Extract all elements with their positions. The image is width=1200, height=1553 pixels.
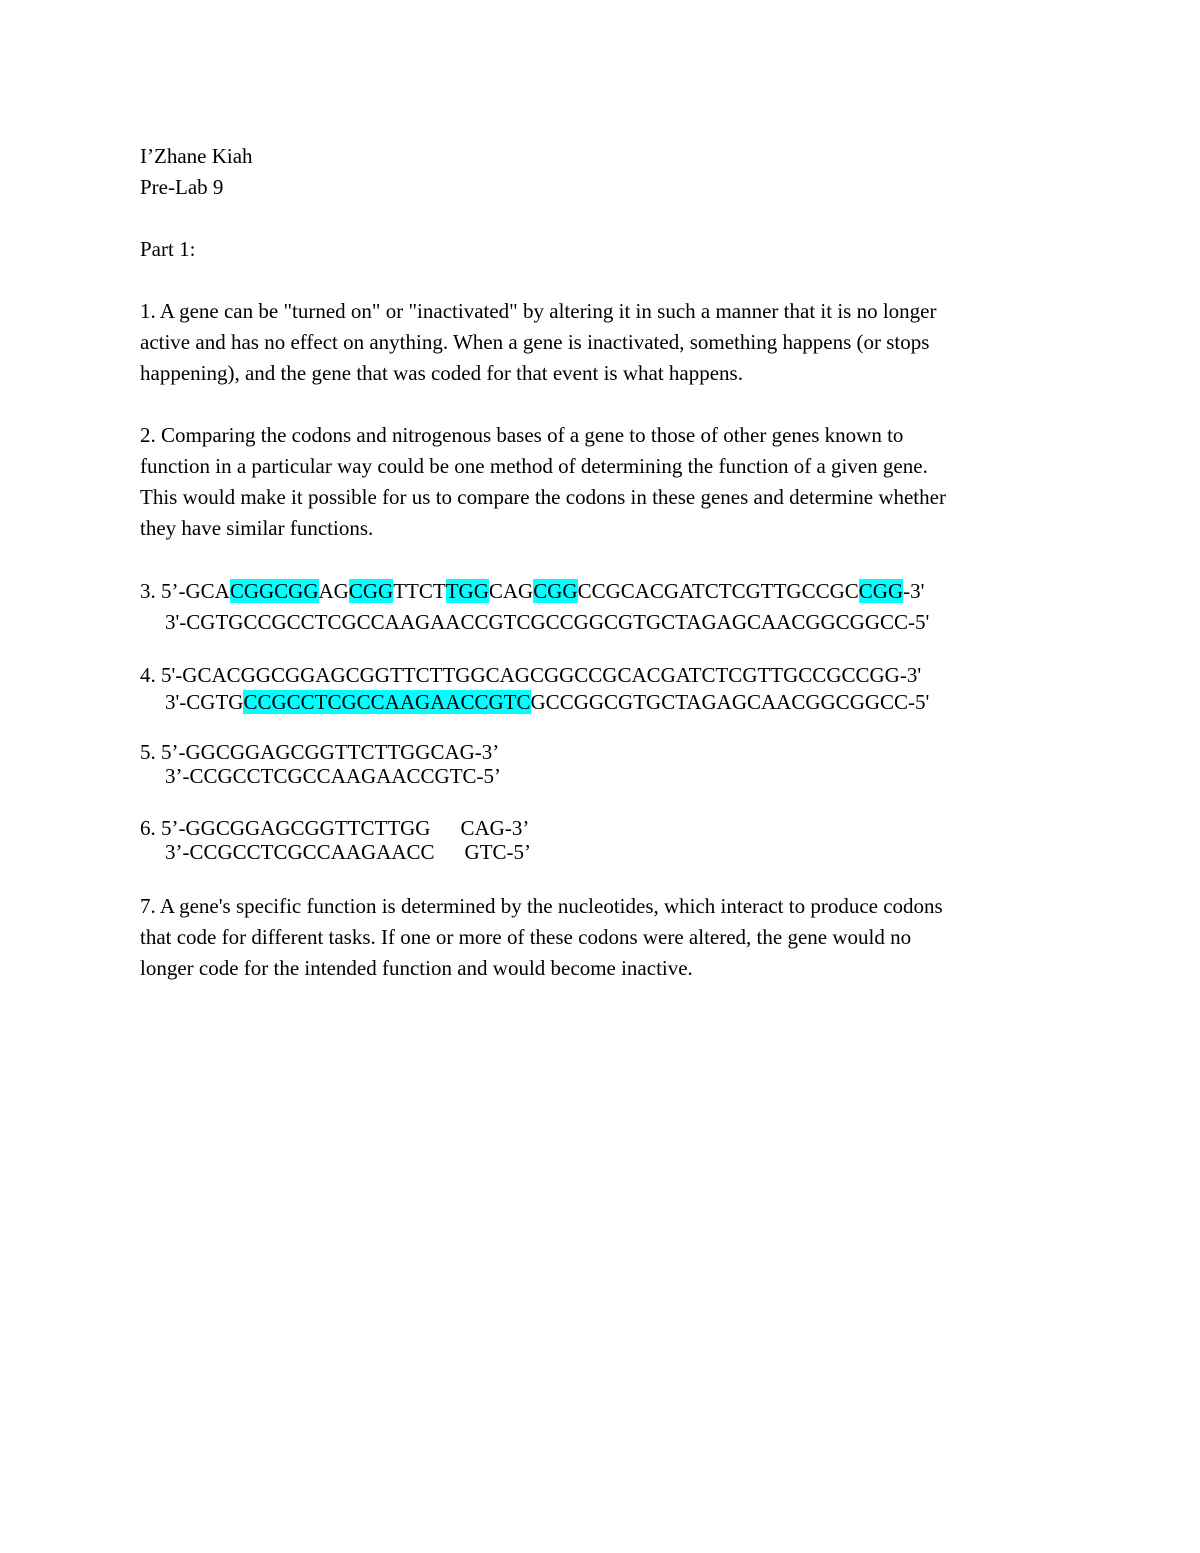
answer-1-line: active and has no effect on anything. When a gene is inactivated, something happens (or stops [140, 330, 930, 354]
seq-segment: 3. 5’-GCA [140, 579, 230, 603]
seq-segment: CCGCACGATCTCGTTGCCGC [577, 579, 859, 603]
fragment-left: 3’-CCGCCTCGCCAAGAACC [165, 840, 435, 864]
answer-2-line: This would make it possible for us to compare the codons in these genes and determine whether [140, 485, 946, 509]
answer-5-top-strand: 5. 5’-GGCGGAGCGGTTCTTGGCAG-3’ [140, 740, 500, 764]
student-name: I’Zhane Kiah [140, 144, 253, 168]
answer-3-top-strand [140, 576, 924, 607]
answer-5-bottom-strand: 3’-CCGCCTCGCCAAGAACCGTC-5’ [165, 764, 502, 788]
seq-segment: AG [318, 579, 349, 603]
answer-6-bottom-strand [165, 837, 531, 868]
seq-segment: -3' [903, 579, 925, 603]
answer-1 [140, 296, 1070, 389]
answer-7 [140, 891, 1070, 984]
highlighted-segment: TGG [445, 579, 489, 603]
seq-segment: TTCT [393, 579, 446, 603]
answer-2 [140, 420, 1070, 544]
answer-1-line: 1. A gene can be "turned on" or "inactivated" by altering it in such a manner that it is no longer [140, 299, 937, 323]
fragment-left: 6. 5’-GGCGGAGCGGTTCTTGG [140, 816, 431, 840]
answer-4-bottom-strand [165, 687, 929, 718]
answer-7-line: longer code for the intended function and would become inactive. [140, 956, 693, 980]
answer-2-line: 2. Comparing the codons and nitrogenous bases of a gene to those of other genes known to [140, 423, 904, 447]
answer-7-line: that code for different tasks. If one or more of these codons were altered, the gene would no [140, 925, 912, 949]
fragment-right: CAG-3’ [460, 816, 530, 840]
seq-segment: 3'-CGTG [165, 690, 244, 714]
highlighted-segment: CCGCCTCGCCAAGAACCGTC [243, 690, 531, 714]
highlighted-segment: CGGCGG [229, 579, 319, 603]
highlighted-segment: CGG [858, 579, 904, 603]
highlighted-segment: CGG [533, 579, 578, 603]
answer-2-line: function in a particular way could be one method of determining the function of a given gene. [140, 454, 928, 478]
seq-segment: GCCGGCGTGCTAGAGCAACGGCGGCC-5' [530, 690, 930, 714]
assignment-title: Pre-Lab 9 [140, 175, 224, 199]
answer-3-bottom-strand: 3'-CGTGCCGCCTCGCCAAGAACCGTCGCCGGCGTGCTAGAGCAACGGCGGCC-5' [165, 610, 930, 634]
answer-1-line: happening), and the gene that was coded for that event is what happens. [140, 361, 743, 385]
seq-segment: CAG [488, 579, 534, 603]
answer-2-line: they have similar functions. [140, 516, 374, 540]
highlighted-segment: CGG [348, 579, 394, 603]
answer-7-line: 7. A gene's specific function is determined by the nucleotides, which interact to produce codons [140, 894, 943, 918]
fragment-right: GTC-5’ [464, 840, 532, 864]
part-heading: Part 1: [140, 237, 196, 261]
answer-4-top-strand: 4. 5'-GCACGGCGGAGCGGTTCTTGGCAGCGGCCGCACGATCTCGTTGCCGCCGG-3' [140, 663, 922, 687]
